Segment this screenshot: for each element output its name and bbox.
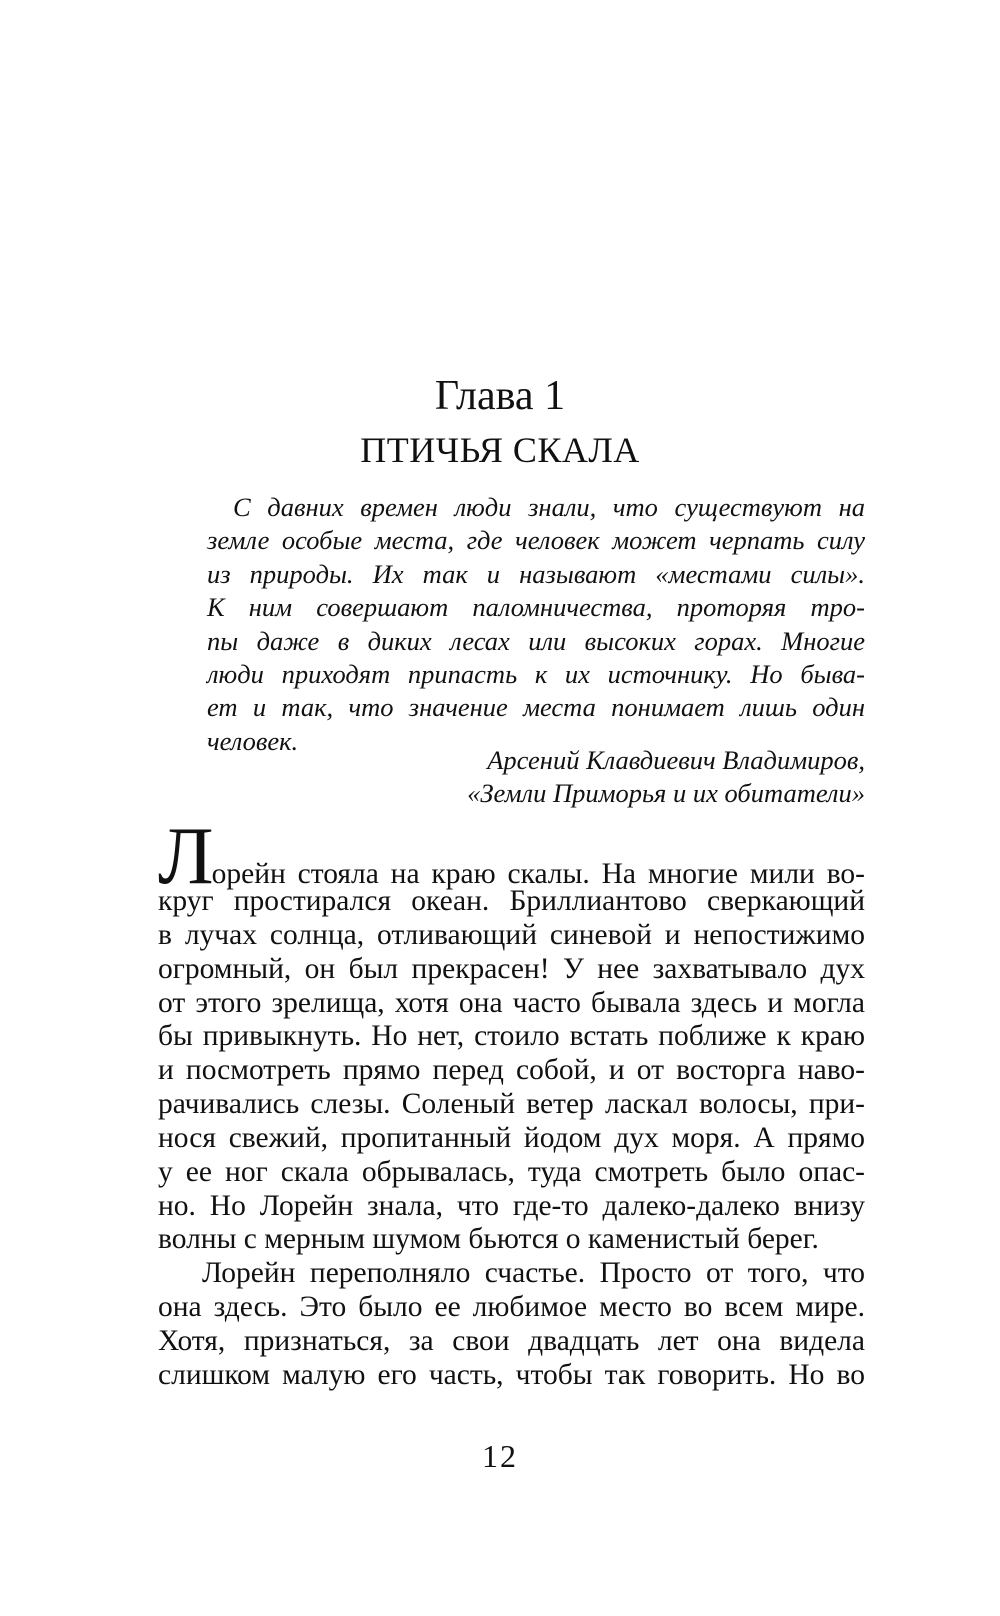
epigraph-line: люди приходят припасть к их источнику. Но быва- [207,659,865,690]
epigraph-line: пы даже в диких лесах или высоких горах. Многие [207,625,865,656]
body-line: от этого зрелища, хотя она часто бывала здесь и могла [158,986,865,1019]
body-line: огромный, он был прекрасен! У нее захватывало дух [158,952,865,985]
epigraph-line: земле особые места, где человек может черпать силу [207,525,865,556]
epigraph-line: К ним совершают паломничества, проторяя тро- [207,592,865,623]
page-number: 12 [482,1438,518,1474]
body-line: рачивались слезы. Соленый ветер ласкал волосы, при- [158,1088,865,1121]
first-line-text: орейн стояла на краю скалы. На многие мили во- [211,858,865,890]
epigraph-attribution [467,744,865,811]
body-line: и посмотреть прямо перед собой, и от восторга наво- [158,1054,865,1087]
epigraph-line: С давних времен люди знали, что существуют на [233,492,865,522]
chapter-number: Глава 1 [434,373,566,419]
epigraph-source: «Земли Приморья и их обитатели» [467,778,865,809]
body-line: бы привыкнуть. Но нет, стоило встать поближе к краю [158,1020,865,1053]
body-line: у ее ног скала обрывалась, туда смотреть было опас- [158,1155,865,1188]
body-line: она здесь. Это было ее любимое место во всем мире. [158,1291,865,1324]
epigraph-author: Арсений Клавдиевич Владимиров, [487,745,865,775]
chapter-title: ПТИЧЬЯ СКАЛА [360,430,640,470]
drop-cap: Л [158,810,214,901]
epigraph-line: ет и так, что значение места понимает лишь один [207,692,865,723]
body-line: волны с мерным шумом бьются о каменистый берег. [158,1223,819,1256]
body-line: Хотя, признаться, за свои двадцать лет она видела [158,1324,865,1357]
epigraph-line: из природы. Их так и называют «местами силы». [207,558,865,589]
epigraph [207,491,865,758]
epigraph-line: человек. [207,725,299,756]
body-line: круг простирался океан. Бриллиантово сверкающий [158,885,865,917]
body-line: Лорейн переполняло счастье. Просто от того, что [202,1257,865,1290]
body-line: слишком малую его часть, чтобы так говорить. Но во [158,1358,865,1391]
body-text [158,810,865,1393]
body-line: нося свежий, пропитанный йодом дух моря. А прямо [158,1121,865,1154]
body-line: но. Но Лорейн знала, что где-то далеко-далеко внизу [158,1189,865,1222]
body-line: в лучах солнца, отливающий синевой и непостижимо [158,918,865,951]
